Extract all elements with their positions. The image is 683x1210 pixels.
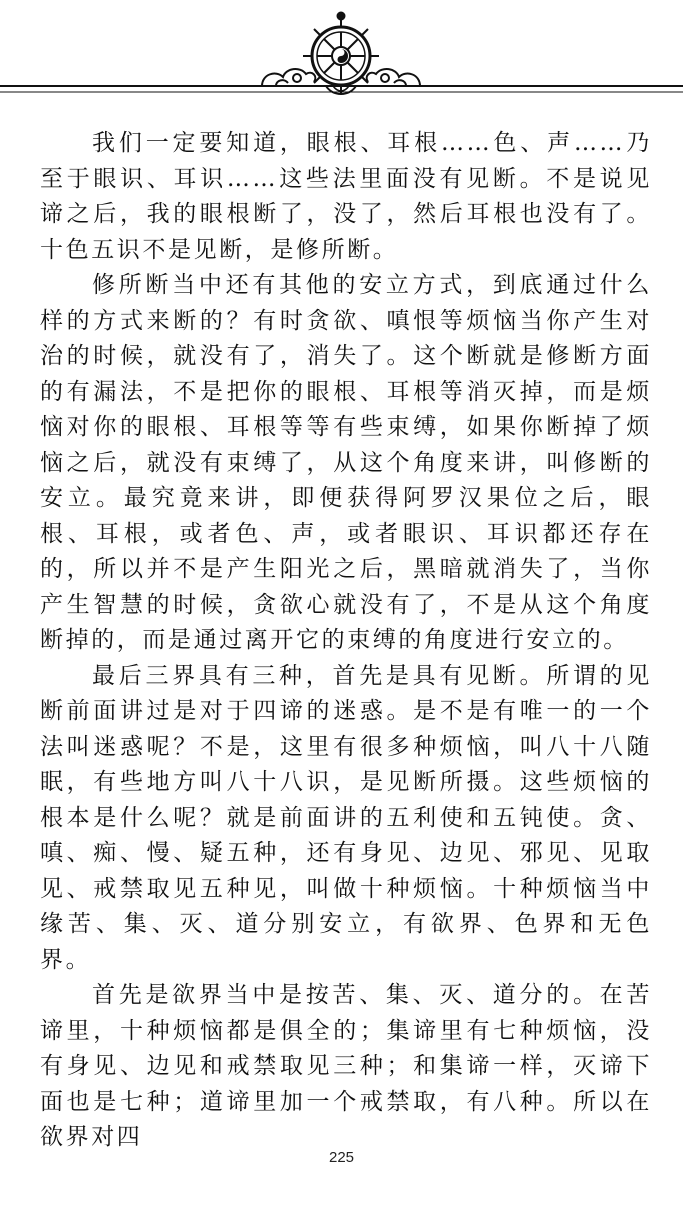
paragraph: 修所断当中还有其他的安立方式，到底通过什么样的方式来断的？有时贪欲、嗔恨等烦恼当你产生对治的时候，就没有了，消失了。这个断就是修断方面的有漏法，不是把你的眼根、耳根等消灭掉，而是烦恼对你的眼根、耳根等等有些束缚，如果你断掉了烦恼之后，就没有束缚了，从这个角度来讲，叫修断的安立。最究竟来讲，即便获得阿罗汉果位之后，眼根、耳根，或者色、声，或者眼识、耳识都还存在的，所以并不是产生阳光之后，黑暗就消失了，当你产生智慧的时候，贪欲心就没有了，不是从这个角度断掉的，而是通过离开它的束缚的角度进行安立的。 (40, 272, 652, 653)
page-number: 225 (328, 1149, 355, 1166)
page-header-ornament (0, 0, 683, 110)
dharma-wheel-icon (303, 12, 379, 94)
paragraph: 最后三界具有三种，首先是具有见断。所谓的见断前面讲过是对于四谛的迷惑。是不是有唯一的一个法叫迷惑呢？不是，这里有很多种烦恼，叫八十八随眠，有些地方叫八十八识，是见断所摄。这些烦恼的根本是什么呢？就是前面讲的五利使和五钝使。贪、嗔、痴、慢、疑五种，还有身见、边见、邪见、见取见、戒禁取见五种见，叫做十种烦恼。十种烦恼当中缘苦、集、灭、道分别安立，有欲界、色界和无色界。 (40, 662, 652, 973)
left-cloud-icon (262, 69, 315, 86)
paragraph: 我们一定要知道，眼根、耳根……色、声……乃至于眼识、耳识……这些法里面没有见断。不是说见谛之后，我的眼根断了，没了，然后耳根也没有了。十色五识不是见断，是修所断。 (40, 130, 652, 263)
header-decoration (0, 0, 683, 110)
right-cloud-icon (367, 69, 420, 86)
paragraph: 首先是欲界当中是按苦、集、灭、道分的。在苦谛里，十种烦恼都是俱全的；集谛里有七种烦恼，没有身见、边见和戒禁取见三种；和集谛一样，灭谛下面也是七种；道谛里加一个戒禁取，有八种。所以在欲界对四 (40, 982, 652, 1150)
body-text (40, 126, 652, 1156)
